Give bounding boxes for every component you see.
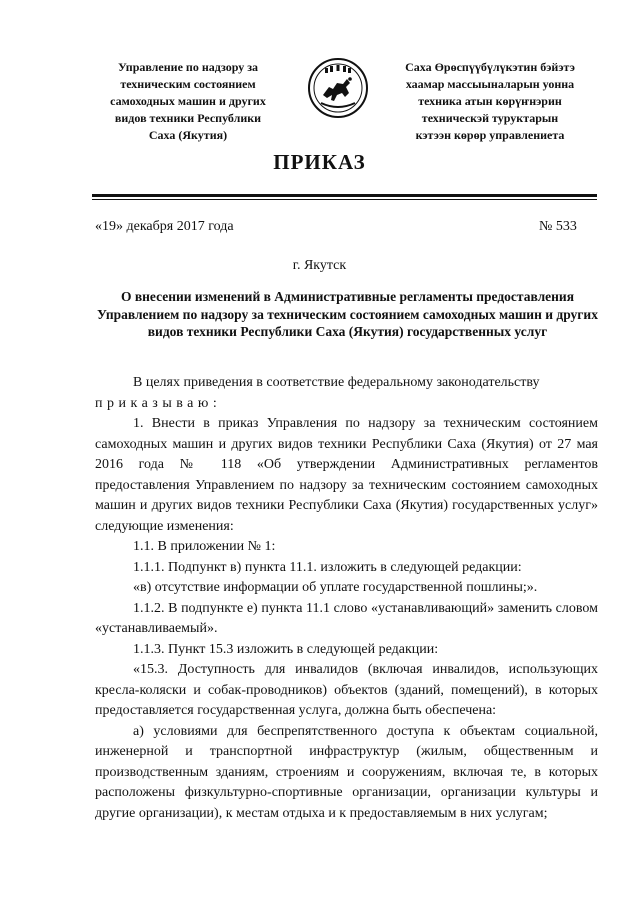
paragraph: 1.1. В приложении № 1: [133,539,276,554]
paragraph-order-word: приказываю: [95,395,222,411]
org-line: Саха Өрөспүүбүлүкэтин бэйэтэ [405,60,575,74]
paragraph: В целях приведения в соответствие федеральному законодательству [133,375,540,390]
org-name-yakut [385,59,595,144]
paragraph: «в) отсутствие информации об уплате государственной пошлины;». [133,580,538,595]
sakha-yakutia-coat-of-arms-icon [307,57,369,119]
org-line: техника атын көрүҥнэрин [418,94,562,108]
paragraph: 1.1.1. Подпункт в) пункта 11.1. изложить в следующей редакции: [133,559,522,575]
org-line: Саха (Якутия) [148,128,228,142]
paragraph: а) условиями для беспрепятственного доступа к объектам социальной, инженерной и транспортной инфраструктур (жилым, общественным и производственным зданиям, строениям и сооружениям, включая те, в которых расположены физкультурно-спортивные организации, организации культуры и другие организации), к местам отдыха и к предоставляемым в них услугам; [95,723,598,821]
document-date: «19» декабря 2017 года [95,219,234,234]
org-line: хаамар массыыналарын уонна [405,77,575,91]
org-line: Управление по надзору за [117,60,259,74]
paragraph: 1.1.2. В подпункте е) пункта 11.1 слово «устанавливающий» заменить словом «устанавливаемый». [95,600,598,636]
document-title: ПРИКАЗ [273,150,366,174]
document-city: г. Якутск [292,258,347,273]
org-line: видов техники Республики [114,111,262,125]
paragraph: 1.1.3. Пункт 15.3 изложить в следующей редакции: [133,641,439,657]
document-body [95,373,598,824]
title-rule-thick [92,194,597,197]
title-rule-thin [92,199,597,200]
org-line: самоходных машин и других [110,94,266,108]
org-line: техническэй туруктарын [421,111,559,125]
org-line: техническим состоянием [120,77,256,91]
document-subject: О внесении изменений в Административные регламенты предоставления Управлением по надзору за техническим состоянием самоходных машин и других видов техники Республики Саха (Якутия) государственных услуг [97,289,598,339]
document-number: № 533 [539,219,577,234]
org-name-russian [88,59,288,144]
paragraph: 1. Внести в приказ Управления по надзору за техническим состоянием самоходных машин и других видов техники Республики Саха (Якутия) от 27 мая 2016 года № 118 «Об утверждении Административных регламентов предоставления Управлением по надзору за техническим состоянием самоходных машин и других видов техники Республики Саха (Якутия) государственных услуг» следующие изменения: [95,416,598,534]
paragraph: «15.3. Доступность для инвалидов (включая инвалидов, использующих кресла-коляски и собак-проводников) объектов (зданий, помещений), в которых предоставляется государственная услуга, должна быть обеспечена: [95,662,598,718]
org-line: кэтээн көрөр управлениета [415,128,565,142]
